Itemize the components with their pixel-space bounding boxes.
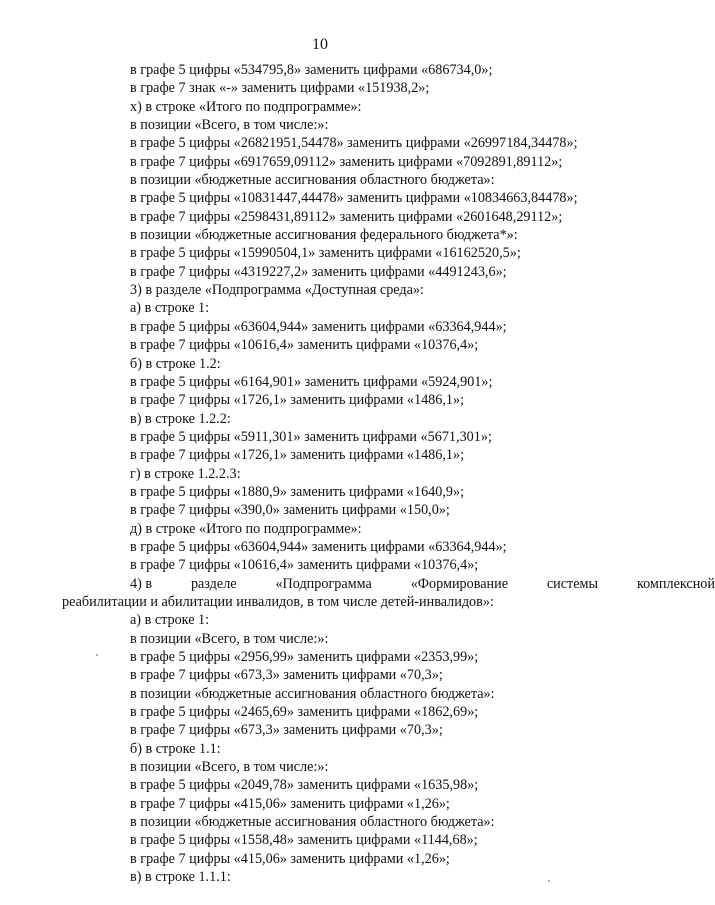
text-line: в графе 5 цифры «15990504,1» заменить цифрами «16162520,5»; [130, 245, 521, 262]
text-line: в позиции «бюджетные ассигнования областного бюджета»: [130, 685, 495, 702]
text-line: в графе 7 цифры «673,3» заменить цифрами «70,3»; [130, 722, 443, 739]
scan-speck [96, 654, 98, 656]
text-line: в графе 5 цифры «2465,69» заменить цифрами «1862,69»; [130, 704, 479, 721]
text-line: б) в строке 1.1: [130, 740, 221, 757]
text-line: в графе 7 цифры «1726,1» заменить цифрами «1486,1»; [130, 447, 465, 464]
paragraph-4-first-line [130, 575, 715, 593]
document-body [62, 61, 715, 886]
text-line: в) в строке 1.2.2: [130, 410, 231, 427]
text-line: в графе 5 цифры «26821951,54478» заменить цифрами «26997184,34478»; [130, 135, 578, 152]
text-line: в графе 7 цифры «10616,4» заменить цифрами «10376,4»; [130, 557, 479, 574]
word: комплексной [636, 575, 715, 592]
text-line: в графе 7 цифры «10616,4» заменить цифрами «10376,4»; [130, 337, 479, 354]
text-line: в графе 5 цифры «5911,301» заменить цифрами «5671,301»; [130, 428, 492, 445]
scan-speck [548, 880, 550, 882]
text-line: д) в строке «Итого по подпрограмме»: [130, 520, 362, 537]
text-line: в графе 5 цифры «1558,48» заменить цифрами «1144,68»; [130, 832, 478, 849]
text-line: в позиции «бюджетные ассигнования областного бюджета»: [130, 172, 495, 189]
word: «Формирование [410, 575, 509, 592]
text-line: а) в строке 1: [130, 300, 210, 317]
word: разделе [190, 575, 237, 592]
text-line: в графе 5 цифры «2049,78» заменить цифрами «1635,98»; [130, 777, 479, 794]
text-line: в позиции «Всего, в том числе:»: [130, 630, 329, 647]
text-line: в графе 7 знак «-» заменить цифрами «151938,2»; [130, 80, 430, 97]
word: 4) в [130, 575, 153, 592]
page-number: 10 [312, 36, 328, 53]
word: системы [546, 575, 599, 592]
paragraph-4-continuation: реабилитации и абилитации инвалидов, в том числе детей-инвалидов»: [62, 593, 494, 610]
text-line: х) в строке «Итого по подпрограмме»: [130, 98, 362, 115]
text-line: в позиции «бюджетные ассигнования федерального бюджета*»: [130, 227, 518, 244]
text-line: в графе 7 цифры «673,3» заменить цифрами «70,3»; [130, 667, 443, 684]
text-line: в графе 5 цифры «10831447,44478» заменить цифрами «10834663,84478»; [130, 190, 578, 207]
text-line: в позиции «Всего, в том числе:»: [130, 117, 329, 134]
text-line: в графе 5 цифры «534795,8» заменить цифрами «686734,0»; [130, 62, 493, 78]
text-line: в графе 7 цифры «2598431,89112» заменить цифрами «2601648,29112»; [130, 208, 563, 225]
text-line: в графе 7 цифры «6917659,09112» заменить цифрами «7092891,89112»; [130, 153, 563, 170]
text-line: в позиции «бюджетные ассигнования областного бюджета»: [130, 814, 495, 831]
text-line: б) в строке 1.2: [130, 355, 221, 372]
text-line: в графе 5 цифры «6164,901» заменить цифрами «5924,901»; [130, 373, 493, 390]
text-line: а) в строке 1: [130, 612, 210, 629]
text-line: в графе 7 цифры «4319227,2» заменить цифрами «4491243,6»; [130, 263, 507, 280]
text-line: 3) в разделе «Подпрограмма «Доступная среда»: [130, 282, 424, 299]
text-line: в позиции «Всего, в том числе:»: [130, 759, 329, 776]
text-line: в графе 5 цифры «2956,99» заменить цифрами «2353,99»; [130, 649, 479, 665]
text-line: в графе 7 цифры «415,06» заменить цифрами «1,26»; [130, 795, 450, 812]
text-line: в графе 7 цифры «1726,1» заменить цифрами «1486,1»; [130, 392, 465, 409]
text-line: в графе 7 цифры «390,0» заменить цифрами «150,0»; [130, 502, 450, 519]
text-line: в графе 5 цифры «63604,944» заменить цифрами «63364,944»; [130, 318, 507, 335]
word: «Подпрограмма [275, 575, 372, 592]
text-line: г) в строке 1.2.2.3: [130, 465, 241, 482]
text-line: в графе 7 цифры «415,06» заменить цифрами «1,26»; [130, 850, 450, 867]
text-line: в графе 5 цифры «63604,944» заменить цифрами «63364,944»; [130, 538, 507, 555]
text-line: в графе 5 цифры «1880,9» заменить цифрами «1640,9»; [130, 483, 465, 500]
text-line: в) в строке 1.1.1: [130, 869, 231, 886]
